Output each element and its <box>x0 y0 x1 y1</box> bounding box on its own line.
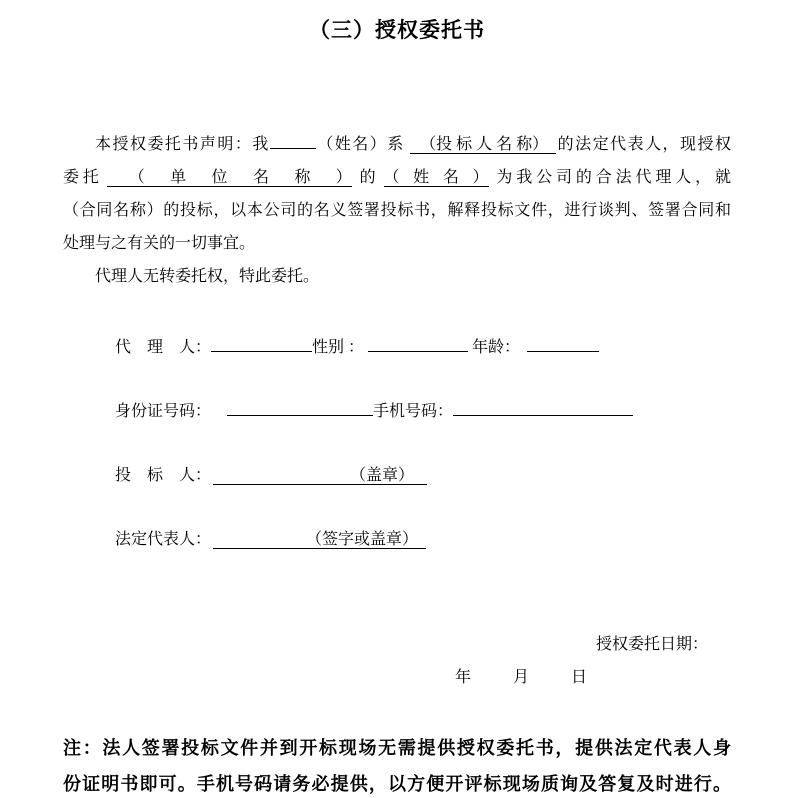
id-number-field <box>227 397 373 416</box>
legal-sign-field: （签字或盖章） <box>213 530 426 549</box>
fill-in-form <box>63 331 731 557</box>
unit-name-blank: （单位名称） <box>107 168 352 187</box>
id-phone-row <box>115 395 731 429</box>
declaration-line-3: （合同名称）的投标，以本公司的名义签署投标书，解释投标文件，进行谈判、签署合同和 <box>63 202 731 219</box>
phone-field <box>453 397 633 416</box>
bidder-name-blank: （投 标 人 名 称） <box>410 135 556 154</box>
document-content <box>63 128 731 798</box>
gender-field <box>368 333 468 352</box>
phone-label: 手机号码： <box>373 403 454 420</box>
age-field <box>527 333 599 352</box>
age-label: 年龄： <box>472 339 521 356</box>
legal-representative-row <box>115 523 731 557</box>
note-line-2: 份证明书即可。手机号码请务必提供，以方便开评标现场质询及答复及时进行。 <box>63 774 731 794</box>
text-segment: 本授权委托书声明：我 <box>95 136 270 153</box>
year-label: 年 <box>455 669 472 686</box>
text-segment: （姓名）系 <box>315 136 405 153</box>
agent-label: 代 理 人： <box>115 339 212 356</box>
agent-name-field <box>211 333 312 352</box>
gender-label: 性别 ： <box>312 339 365 356</box>
text-segment: 为我公司的合法代理人，就 <box>492 169 731 186</box>
bidder-row <box>115 459 731 493</box>
declaration-line-1 <box>63 128 731 161</box>
page-title: （三）授权委托书 <box>309 19 485 42</box>
authorization-date-label: 授权委托日期： <box>595 636 708 653</box>
id-number-label: 身份证号码： <box>115 403 212 420</box>
no-subdelegation-line: 代理人无转委托权，特此委托。 <box>95 268 320 285</box>
declaration-line-2 <box>63 161 731 194</box>
text-segment: 的法定代表人，现授权 <box>556 136 731 153</box>
month-label: 月 <box>513 669 530 686</box>
legal-representative-label: 法定代表人： <box>115 531 212 548</box>
principal-name-blank <box>270 130 316 149</box>
bidder-label: 投 标 人： <box>115 467 212 484</box>
declaration-line-4: 处理与之有关的一切事宜。 <box>63 235 256 252</box>
declaration-paragraph <box>63 128 731 293</box>
note-paragraph <box>63 730 731 798</box>
bidder-seal-field: （盖章） <box>213 466 427 485</box>
note-line-1: 注：法人签署投标文件并到开标现场无需提供授权委托书，提供法定代表人身 <box>63 738 731 758</box>
date-ymd-row <box>455 668 731 688</box>
agent-row <box>115 331 731 365</box>
text-segment: 委托 <box>63 169 103 186</box>
day-label: 日 <box>571 669 588 686</box>
text-segment: 的 <box>355 169 380 186</box>
agent-name-blank: （姓名） <box>383 169 489 186</box>
